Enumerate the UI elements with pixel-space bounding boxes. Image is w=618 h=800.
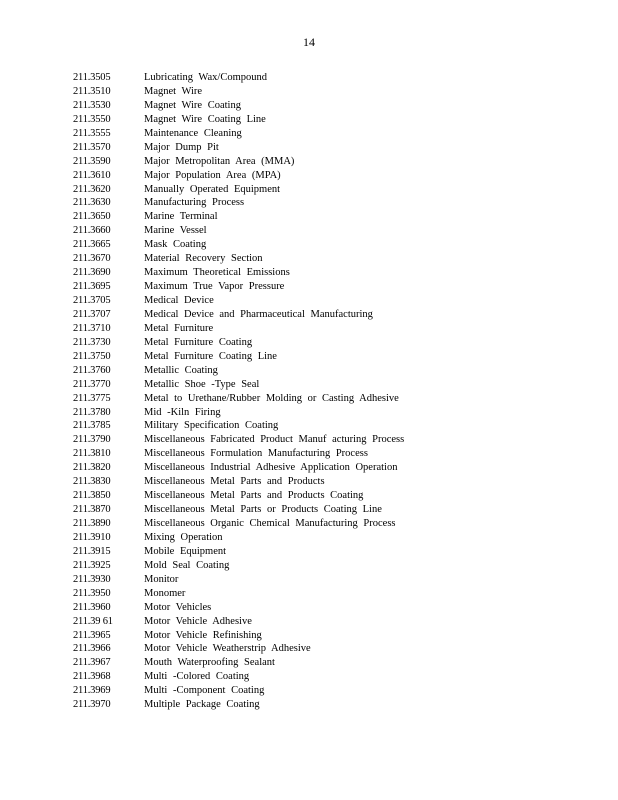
list-item (73, 169, 404, 183)
definition-term: Miscellaneous Fabricated Product Manuf acturing Process (144, 434, 405, 446)
section-number: 211.3970 (73, 699, 111, 711)
list-item (73, 587, 404, 601)
section-number: 211.3969 (73, 685, 111, 697)
definition-term: Major Population Area (MPA) (144, 169, 281, 181)
section-number: 211.3910 (73, 531, 111, 543)
definition-term: Motor Vehicles (144, 601, 212, 613)
list-item (73, 238, 404, 252)
definition-term: Medical Device (144, 295, 214, 306)
list-item (73, 266, 404, 280)
section-number: 211.3690 (73, 267, 111, 279)
list-item (73, 308, 404, 322)
section-number: 211.3620 (73, 183, 111, 195)
definition-term: Mobile Equipment (144, 545, 227, 557)
definition-term: Monitor (144, 573, 179, 585)
list-item (73, 559, 404, 573)
definition-term: Metal Furniture Coating Line (144, 350, 277, 362)
list-item (73, 252, 404, 266)
definition-term: Lubricating Wax/Compound (144, 72, 267, 83)
list-item (73, 183, 404, 197)
list-item (73, 196, 404, 210)
section-number: 211.3695 (73, 281, 111, 293)
section-number: 211.3650 (73, 211, 111, 223)
section-number: 211.3810 (73, 448, 111, 460)
section-number: 211.3870 (73, 504, 111, 516)
list-item (73, 419, 404, 433)
list-item (73, 210, 404, 224)
list-item (73, 684, 404, 698)
section-number: 211.3968 (73, 671, 111, 683)
list-item (73, 141, 404, 155)
definition-term: Miscellaneous Formulation Manufacturing Process (144, 448, 368, 460)
list-item (73, 155, 404, 169)
section-number: 211.3610 (73, 169, 111, 181)
section-number: 211.3750 (73, 350, 111, 362)
definition-term: Marine Vessel (144, 225, 207, 237)
definition-term: Miscellaneous Metal Parts and Products (144, 476, 325, 488)
definition-term: Mask Coating (144, 239, 207, 251)
list-item (73, 99, 404, 113)
section-number: 211.3830 (73, 476, 111, 488)
definition-term: Mold Seal Coating (144, 559, 230, 571)
section-number: 211.3790 (73, 434, 111, 446)
list-item (73, 489, 404, 503)
definitions-list (73, 71, 404, 712)
section-number: 211.3967 (73, 657, 111, 669)
list-item (73, 503, 404, 517)
section-number: 211.3570 (73, 141, 111, 153)
list-item (73, 461, 404, 475)
list-item (73, 433, 404, 447)
definition-term: Multi -Component Coating (144, 685, 265, 697)
list-item (73, 475, 404, 489)
definition-term: Motor Vehicle Adhesive (144, 615, 252, 627)
section-number: 211.3670 (73, 253, 111, 265)
section-number: 211.3630 (73, 197, 111, 209)
section-number: 211.3966 (73, 643, 111, 655)
section-number: 211.3665 (73, 239, 111, 251)
section-number: 211.3780 (73, 406, 111, 418)
section-number: 211.3710 (73, 322, 111, 334)
definition-term: Metal Furniture (144, 322, 214, 334)
definition-term: Mixing Operation (144, 531, 223, 543)
list-item (73, 642, 404, 656)
list-item (73, 531, 404, 545)
list-item (73, 378, 404, 392)
definition-term: Major Dump Pit (144, 141, 219, 153)
definition-term: Metallic Coating (144, 364, 218, 376)
section-number: 211.3850 (73, 490, 111, 502)
definition-term: Multi -Colored Coating (144, 671, 250, 683)
section-number: 211.3555 (73, 127, 111, 139)
section-number: 211.3950 (73, 587, 111, 599)
list-item (73, 545, 404, 559)
section-number: 211.3510 (73, 85, 111, 97)
definition-term: Miscellaneous Metal Parts and Products Coating (144, 490, 364, 502)
section-number: 211.3960 (73, 601, 111, 613)
definition-term: Magnet Wire (144, 85, 203, 97)
section-number: 211.3925 (73, 559, 111, 571)
list-item (73, 127, 404, 141)
section-number: 211.3785 (73, 420, 111, 432)
list-item (73, 336, 404, 350)
definition-term: Mouth Waterproofing Sealant (144, 657, 275, 669)
definition-term: Multiple Package Coating (144, 699, 260, 711)
list-item (73, 294, 404, 308)
list-item (73, 85, 404, 99)
section-number: 211.3770 (73, 378, 111, 390)
definition-term: Motor Vehicle Refinishing (144, 629, 262, 641)
section-number: 211.3730 (73, 336, 111, 348)
list-item (73, 670, 404, 684)
list-item (73, 224, 404, 238)
definition-term: Magnet Wire Coating Line (144, 113, 266, 125)
definition-term: Metallic Shoe -Type Seal (144, 378, 260, 390)
list-item (73, 350, 404, 364)
definition-term: Maximum True Vapor Pressure (144, 281, 285, 293)
section-number: 211.3705 (73, 295, 111, 306)
definition-term: Miscellaneous Metal Parts or Products Coating Line (144, 504, 382, 516)
section-number: 211.3890 (73, 518, 111, 529)
page-number: 14 (303, 35, 315, 49)
list-item (73, 573, 404, 587)
list-item (73, 406, 404, 420)
list-item (73, 71, 404, 85)
list-item (73, 280, 404, 294)
list-item (73, 364, 404, 378)
definition-term: Monomer (144, 587, 186, 599)
section-number: 211.3930 (73, 573, 111, 585)
list-item (73, 517, 404, 531)
definition-term: Maintenance Cleaning (144, 127, 242, 139)
section-number: 211.3707 (73, 308, 111, 320)
section-number: 211.3530 (73, 99, 111, 111)
definition-term: Military Specification Coating (144, 420, 279, 432)
definition-term: Magnet Wire Coating (144, 99, 241, 111)
list-item (73, 392, 404, 406)
section-number: 211.3760 (73, 364, 111, 376)
definition-term: Medical Device and Pharmaceutical Manufacturing (144, 308, 373, 320)
definition-term: Metal Furniture Coating (144, 336, 253, 348)
list-item (73, 322, 404, 336)
definition-term: Motor Vehicle Weatherstrip Adhesive (144, 643, 311, 655)
list-item (73, 113, 404, 127)
list-item (73, 656, 404, 670)
definition-term: Maximum Theoretical Emissions (144, 267, 290, 279)
section-number: 211.3505 (73, 72, 111, 83)
definition-term: Major Metropolitan Area (MMA) (144, 155, 295, 167)
list-item (73, 601, 404, 615)
definition-term: Metal to Urethane/Rubber Molding or Casting Adhesive (144, 392, 399, 404)
section-number: 211.3820 (73, 462, 111, 474)
section-number: 211.3660 (73, 225, 111, 237)
definition-term: Miscellaneous Organic Chemical Manufacturing Process (144, 518, 396, 529)
definition-term: Mid -Kiln Firing (144, 406, 221, 418)
section-number: 211.3775 (73, 392, 111, 404)
section-number: 211.3915 (73, 545, 111, 557)
list-item (73, 447, 404, 461)
definition-term: Marine Terminal (144, 211, 218, 223)
section-number: 211.3965 (73, 629, 111, 641)
definition-term: Material Recovery Section (144, 253, 263, 265)
section-number: 211.39 61 (73, 615, 113, 627)
list-item (73, 629, 404, 643)
list-item (73, 615, 404, 629)
definition-term: Manufacturing Process (144, 197, 245, 209)
definition-term: Miscellaneous Industrial Adhesive Application Operation (144, 462, 398, 474)
list-item (73, 698, 404, 712)
section-number: 211.3590 (73, 155, 111, 167)
section-number: 211.3550 (73, 113, 111, 125)
definition-term: Manually Operated Equipment (144, 183, 281, 195)
